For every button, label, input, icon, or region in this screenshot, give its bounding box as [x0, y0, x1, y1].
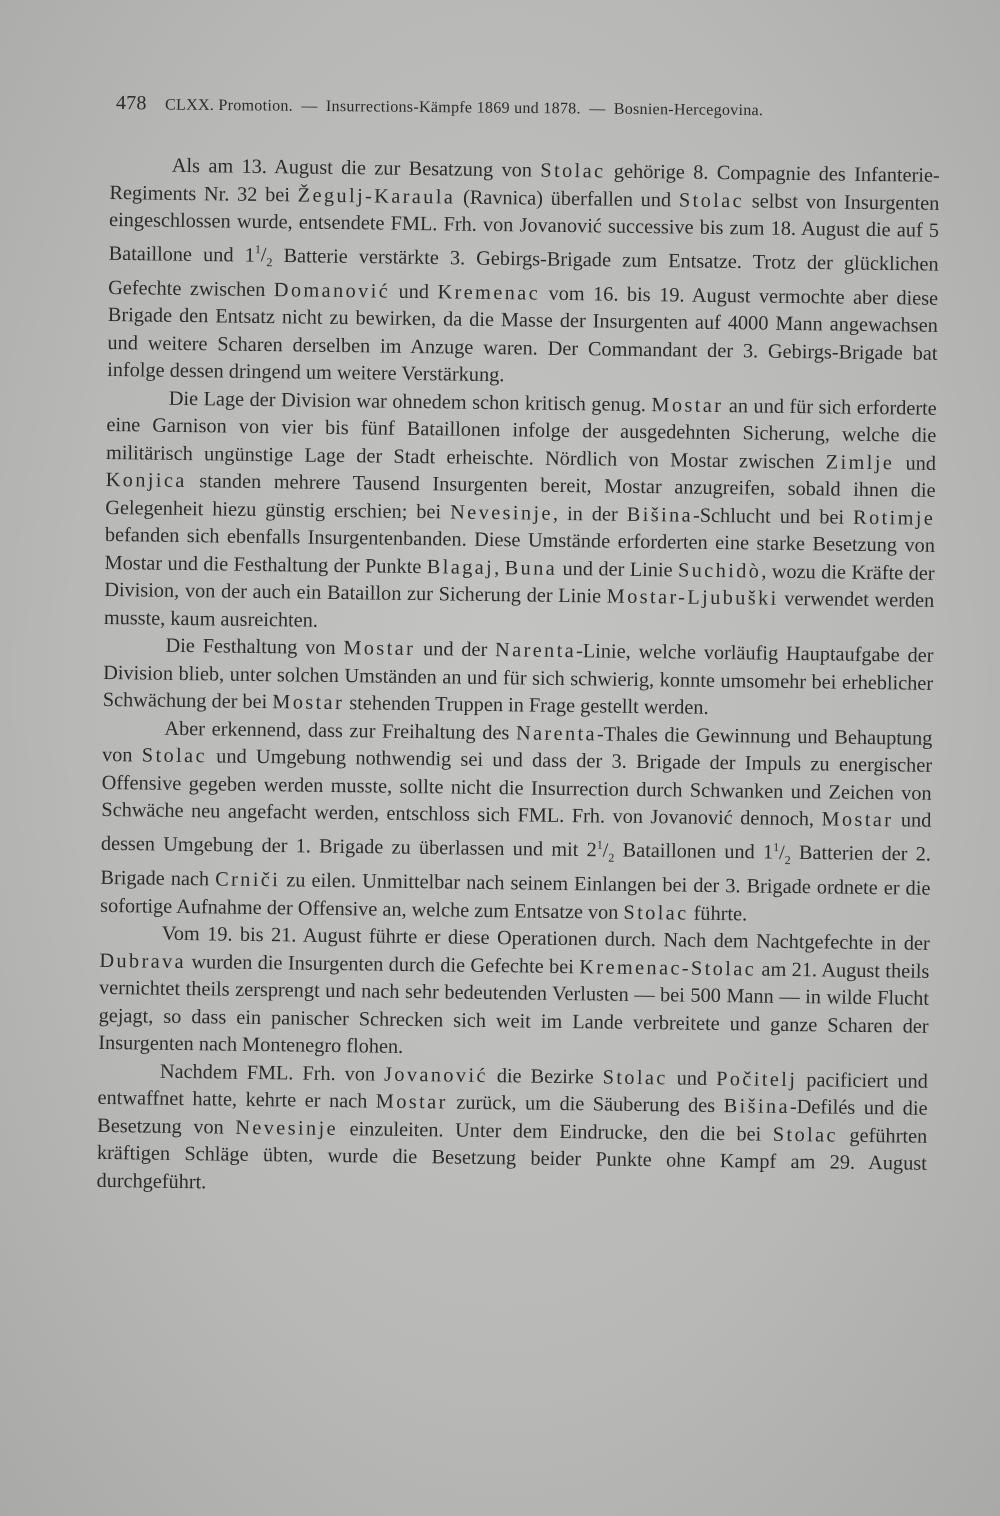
text-run: einzuleiten. Unter dem Eindrucke, den die bei [337, 1117, 773, 1146]
text-run: und der [415, 638, 496, 662]
spaced-name: Stolac [141, 744, 208, 768]
spaced-name: Mostar-Ljubuški [606, 585, 779, 611]
spaced-name: Stolac [540, 159, 606, 183]
paragraph [98, 920, 930, 1068]
spaced-name: Bišina [626, 503, 694, 527]
text-run: zurück, um die Säuberung des [447, 1091, 724, 1118]
paragraph [96, 1058, 928, 1206]
text-run: , wozu die Kräfte der Division, von der auch ein Bataillon zur Sicherung der Linie [104, 560, 935, 608]
text-run: und Umgebung nothwendig sei und dass der 3. Brigade der Impuls zu energischer Offensive gegeben werden musste, sollte nicht die Insurrection durch Schwanken und Zeichen von Schwäche neu angefacht werden, entschloss sich FML. Frh. von Jovanović dennoch, [101, 745, 933, 831]
text-run: die Bezirke [487, 1064, 603, 1089]
text-run: und dessen Umgebung der 1. Brigade zu überlassen und mit 2 [100, 809, 932, 862]
spaced-name: Mostar [651, 393, 724, 417]
spaced-name: Rotimje [852, 506, 936, 530]
running-header [116, 92, 876, 122]
text-run: am 21. August theils vernichtet theils zersprengt und nach sehr bedeutenden Verlusten — bei 500 Mann — in wilde Flucht gejagt, so dass ein panischer Schrecken sich weit im Lande verbreitete und ganze Scharen der Insurgenten nach Montenegro flohen. [98, 958, 930, 1059]
spaced-name: Mostar [821, 808, 894, 832]
header-title: Insurrections-Kämpfe 1869 und 1878. [325, 98, 581, 118]
text-run: befanden sich ebenfalls Insurgentenbanden. Diese Umstände erforderten eine starke Besetzung von Mostar und die Festhaltung der Punkte [104, 524, 936, 578]
text-run: Nachdem FML. Frh. von [159, 1060, 385, 1086]
spaced-name: Mostar [343, 637, 416, 661]
text-run: pacificiert und entwaffnet hatte, kehrte er nach [97, 1068, 929, 1113]
text-run: , [494, 556, 505, 580]
text-run: Vom 19. bis 21. August führte er diese Operationen durch. Nach dem Nachtgefechte in der [161, 922, 930, 955]
spaced-name: Stolac [602, 1066, 668, 1090]
text-run: wurden die Insurgenten durch die Gefechte bei [185, 950, 580, 978]
body-text [96, 152, 940, 1206]
header-region: Bosnien-Hercegovina. [613, 100, 764, 120]
spaced-name: Konjica [105, 469, 187, 493]
text-run: -Defilés und die Besetzung von [97, 1096, 928, 1139]
text-run: gehörige 8. Compagnie des Infanterie-Regiments Nr. 32 bei [109, 160, 940, 206]
page-number: 478 [115, 92, 147, 115]
paragraph [107, 152, 940, 396]
paragraph [100, 715, 933, 931]
spaced-name: Blagaj [426, 555, 495, 579]
fraction: $^1/_2$ [773, 839, 791, 867]
spaced-name: Jovanović [383, 1063, 489, 1087]
paragraph [104, 385, 937, 643]
spaced-name: Počitelj [716, 1067, 798, 1091]
text-run: Aber erkennend, dass zur Freihaltung des [164, 717, 517, 745]
text-run: Die Festhaltung von [165, 635, 344, 660]
text-run: und [667, 1067, 717, 1090]
text-run: vom 16. bis 19. August vermochte aber diese Brigade den Entsatz nicht zu bewirken, da die Masse der Insurgenten auf 4000 Mann angewachsen und weitere Scharen derselben im Anzuge waren. Der Commandant der 3. Gebirgs-Brigade bat infolge dessen dringend um weitere Verstärkung. [106, 282, 939, 387]
text-run: verwendet werden musste, kaum ausreichten. [103, 588, 935, 632]
spaced-name: Narenta [515, 722, 598, 746]
text-run: , in der [552, 502, 627, 526]
spaced-name: Domanović [273, 278, 391, 303]
spaced-name: Zimlje [825, 451, 895, 475]
text-run: standen mehrere Tausend Insurgenten bereit, Mostar anzugreifen, sobald ihnen die Gelegenheit hiezu günstig erschien; bei [105, 470, 936, 524]
spaced-name: Crniči [215, 868, 281, 892]
spaced-name: Buna [504, 557, 558, 580]
text-run: -Schlucht und bei [692, 504, 854, 529]
header-dash: — [301, 97, 318, 115]
fraction: $^1/_2$ [254, 242, 273, 270]
paragraph [103, 632, 934, 725]
text-run: geführten kräftigen Schläge übten, wurde die Besetzung beider Punkte ohne Kampf am 29. August durchgeführt. [96, 1124, 928, 1193]
spaced-name: Stolac [623, 901, 689, 925]
text-run: Bataillonen und 1 [614, 839, 774, 864]
text-run: -Thales die Gewinnung und Behauptung von [101, 723, 933, 767]
spaced-name: Suchidò [677, 559, 762, 583]
text-run: führte. [688, 902, 748, 926]
spaced-name: Kremenac [437, 281, 541, 305]
text-run: zu eilen. Unmittelbar nach seinem Einlangen bei der 3. Brigade ordnete er die sofortige Aufnahme der Offensive an, welche zum Entsatze von [99, 869, 931, 924]
text-run: und [894, 452, 937, 475]
text-run: (Ravnica) überfallen und [455, 186, 680, 211]
text-run: selbst von Insurgenten eingeschlossen wurde, entsendete FML. Frh. von Jovanović successive bis zum 18. August die auf 5 Bataillone und 1 [108, 189, 940, 267]
text-run: Die Lage der Division war ohnedem schon kritisch genug. [168, 387, 652, 416]
spaced-name: Nevesinje [235, 1116, 339, 1140]
header-promotion: CLXX. Promotion. [165, 96, 294, 115]
spaced-name: Stolac [772, 1123, 839, 1147]
spaced-name: Bišina [723, 1095, 791, 1119]
text-run: und der Linie [556, 557, 679, 582]
text-run: Batterien der 2. Brigade nach [100, 841, 932, 891]
spaced-name: Narenta [494, 639, 577, 663]
text-run: -Linie, welche vorläufig Hauptaufgabe der Division blieb, unter solchen Umständen an und für sich schwierig, konnte umsomehr bei erheblicher Schwächung der bei [102, 640, 934, 714]
text-run: an und für sich erforderte eine Garnison von vier bis fünf Bataillonen infolge der ausgedehnten Sicherung, welche die militärisch ungünstige Lage der Stadt erheischte. Nördlich von Mostar zwischen [105, 394, 937, 474]
header-dash: — [589, 100, 606, 118]
text-run: stehenden Truppen in Frage gestellt werden. [344, 692, 709, 720]
text-run: Als am 13. August die zur Besatzung von [171, 154, 541, 182]
spaced-name: Nevesinje [450, 501, 554, 525]
text-run: und [389, 280, 438, 304]
fraction: $^1/_2$ [596, 837, 615, 865]
spaced-name: Stolac [678, 188, 745, 212]
text-run: Batterie verstärkte 3. Gebirgs-Brigade zum Entsatze. Trotz der glücklichen Gefechte zwischen [108, 244, 939, 301]
spaced-name: Mostar [272, 691, 345, 715]
spaced-name: Žegulj-Karaula [297, 183, 456, 209]
spaced-name: Kremenac-Stolac [579, 955, 757, 981]
spaced-name: Mostar [375, 1090, 448, 1114]
spaced-name: Dubrava [99, 949, 187, 973]
